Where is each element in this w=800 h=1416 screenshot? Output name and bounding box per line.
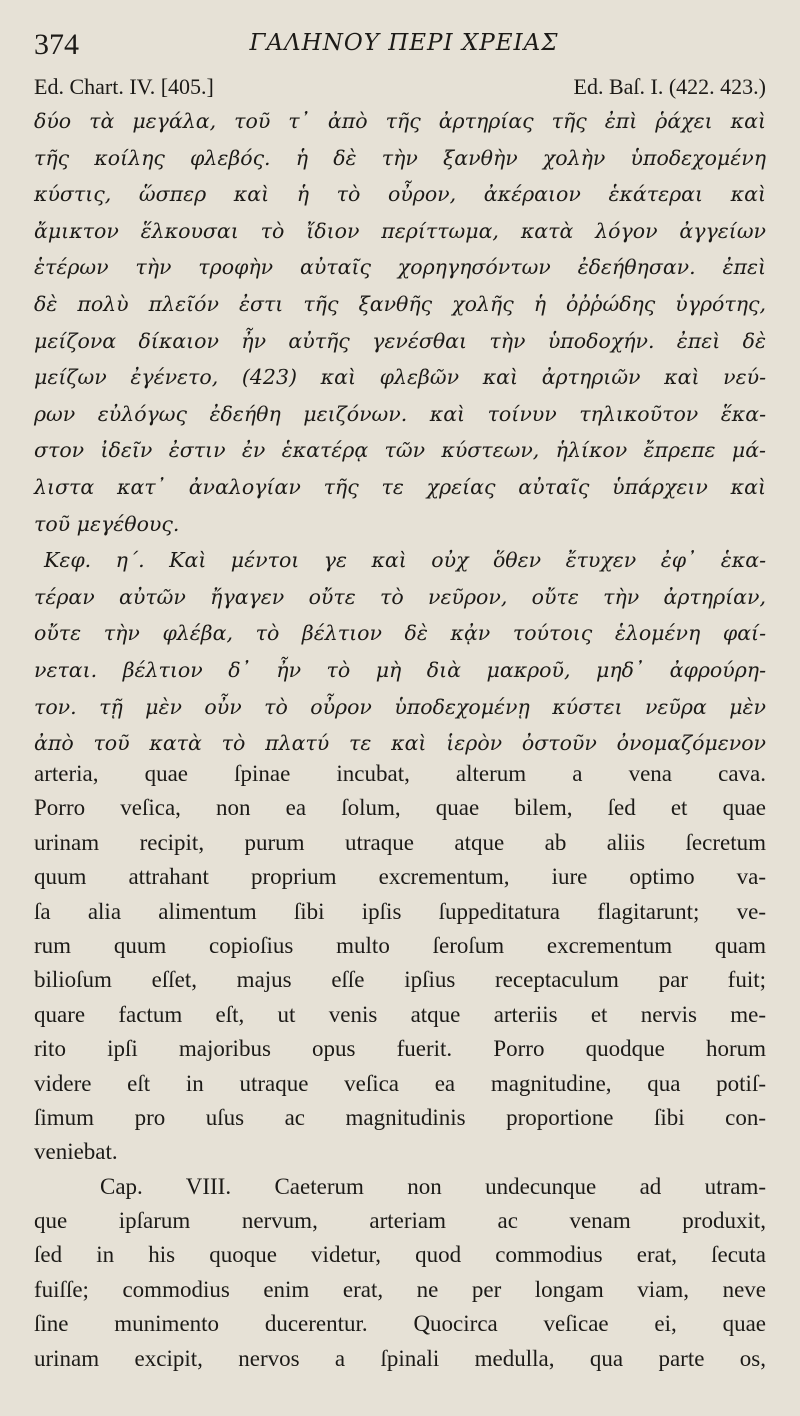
greek-line: οὔτε τὴν φλέβα, τὸ βέλτιον δὲ κᾀν τούτοις ἑλομένη φαί- (34, 621, 766, 646)
greek-line: νεται. βέλτιον δ᾽ ἦν τὸ μὴ διὰ μακροῦ, μηδ᾽ ἀφρούρη- (34, 657, 766, 682)
basel-edition-reference: Ed. Baſ. I. (422. 423.) (573, 74, 766, 99)
greek-line: λιστα κατ᾽ ἀναλογίαν τῆς τε χρείας αὐταῖς ὑπάρχειν καὶ (34, 474, 766, 499)
latin-line: quare factum eſt, ut venis atque arteriis et nervis me- (34, 1001, 766, 1027)
latin-line: Porro veſica, non ea ſolum, quae bilem, ſed et quae (34, 795, 766, 821)
latin-line: fuiſſe; commodius enim erat, ne per longam viam, neve (34, 1276, 766, 1302)
greek-line: ἄμικτον ἕλκουσαι τὸ ἴδιον περίττωμα, κατὰ λόγον ἀγγείων (34, 218, 766, 243)
greek-line: τέραν αὐτῶν ἤγαγεν οὔτε τὸ νεῦρον, οὔτε τὴν ἀρτηρίαν, (34, 584, 766, 609)
latin-line: urinam recipit, purum utraque atque ab aliis ſecretum (34, 829, 766, 855)
running-title: ΓΑΛΗΝΟΥ ΠΕΡΙ ΧΡΕΙΑΣ (249, 30, 559, 56)
greek-line: δύο τὰ μεγάλα, τοῦ τ᾽ ἀπὸ τῆς ἀρτηρίας τῆς ἐπὶ ῥάχει καὶ (34, 109, 766, 133)
greek-line: ρων εὐλόγως ἐδεήθη μειζόνων. καὶ τοίνυν τηλικοῦτον ἕκα- (34, 401, 766, 426)
latin-line: urinam excipit, nervos a ſpinali medulla, qua parte os, (34, 1345, 766, 1371)
latin-line: videre eſt in utraque veſica ea magnitudine, qua potiſ- (34, 1070, 766, 1096)
greek-line: τῆς κοίλης φλεβός. ἡ δὲ τὴν ξανθὴν χολὴν ὑποδεχομένη (34, 145, 766, 170)
latin-line: ſed in his quoque videtur, quod commodius erat, ſecuta (34, 1242, 766, 1268)
greek-text-block (34, 103, 766, 762)
latin-line: rito ipſi majoribus opus fuerit. Porro quodque horum (34, 1036, 766, 1062)
chartier-edition-reference: Ed. Chart. IV. [405.] (34, 74, 214, 99)
page-number: 374 (34, 28, 79, 61)
latin-line: quum attrahant proprium excrementum, iure optimo va- (34, 864, 766, 890)
latin-line: rum quum copioſius multo ſeroſum excrementum quam (34, 932, 766, 958)
page-header (34, 28, 774, 68)
edition-references (34, 74, 766, 104)
greek-line: τον. τῇ μὲν οὖν τὸ οὖρον ὑποδεχομένῃ κύστει νεῦρα μὲν (34, 694, 766, 719)
latin-text-block (34, 757, 766, 1376)
greek-chapter-heading-line: Κεφ. η΄. Καὶ μέντοι γε καὶ οὐχ ὅθεν ἔτυχεν ἐφ᾽ ἑκα- (44, 548, 766, 573)
greek-line: ἑτέρων τὴν τροφὴν αὐταῖς χορηγησόντων ἐδεήθησαν. ἐπεὶ (34, 255, 766, 280)
greek-line: μείζων ἐγένετο, (423) καὶ φλεβῶν καὶ ἀρτηριῶν καὶ νεύ- (34, 365, 766, 390)
latin-line: que ipſarum nervum, arteriam ac venam produxit, (34, 1208, 766, 1234)
greek-line: στον ἰδεῖν ἐστιν ἐν ἑκατέρᾳ τῶν κύστεων, ἡλίκον ἔπρεπε μά- (34, 438, 766, 463)
latin-line: veniebat. (34, 1139, 118, 1165)
greek-line: μείζονα δίκαιον ἦν αὐτῆς γενέσθαι τὴν ὑποδοχήν. ἐπεὶ δὲ (34, 328, 766, 353)
latin-line: ſine munimento ducerentur. Quocirca veſicae ei, quae (34, 1311, 766, 1337)
greek-line: δὲ πολὺ πλεῖόν ἐστι τῆς ξανθῆς χολῆς ἡ ὀῤῥώδης ὑγρότης, (34, 291, 766, 316)
greek-line: τοῦ μεγέθους. (34, 511, 180, 536)
latin-line: ſimum pro uſus ac magnitudinis proportione ſibi con- (34, 1104, 766, 1130)
latin-chapter-heading-line: Cap. VIII. Caeterum non undecunque ad utram- (100, 1173, 766, 1199)
greek-line: κύστις, ὥσπερ καὶ ἡ τὸ οὖρον, ἀκέραιον ἑκάτεραι καὶ (34, 182, 766, 207)
latin-line: bilioſum eſſet, majus eſſe ipſius receptaculum par fuit; (34, 967, 766, 993)
latin-line: ſa alia alimentum ſibi ipſis ſuppeditatura flagitarunt; ve- (34, 898, 766, 924)
greek-line: ἀπὸ τοῦ κατὰ τὸ πλατύ τε καὶ ἱερὸν ὀστοῦν ὀνομαζόμενον (34, 731, 766, 756)
latin-line: arteria, quae ſpinae incubat, alterum a vena cava. (34, 761, 766, 786)
